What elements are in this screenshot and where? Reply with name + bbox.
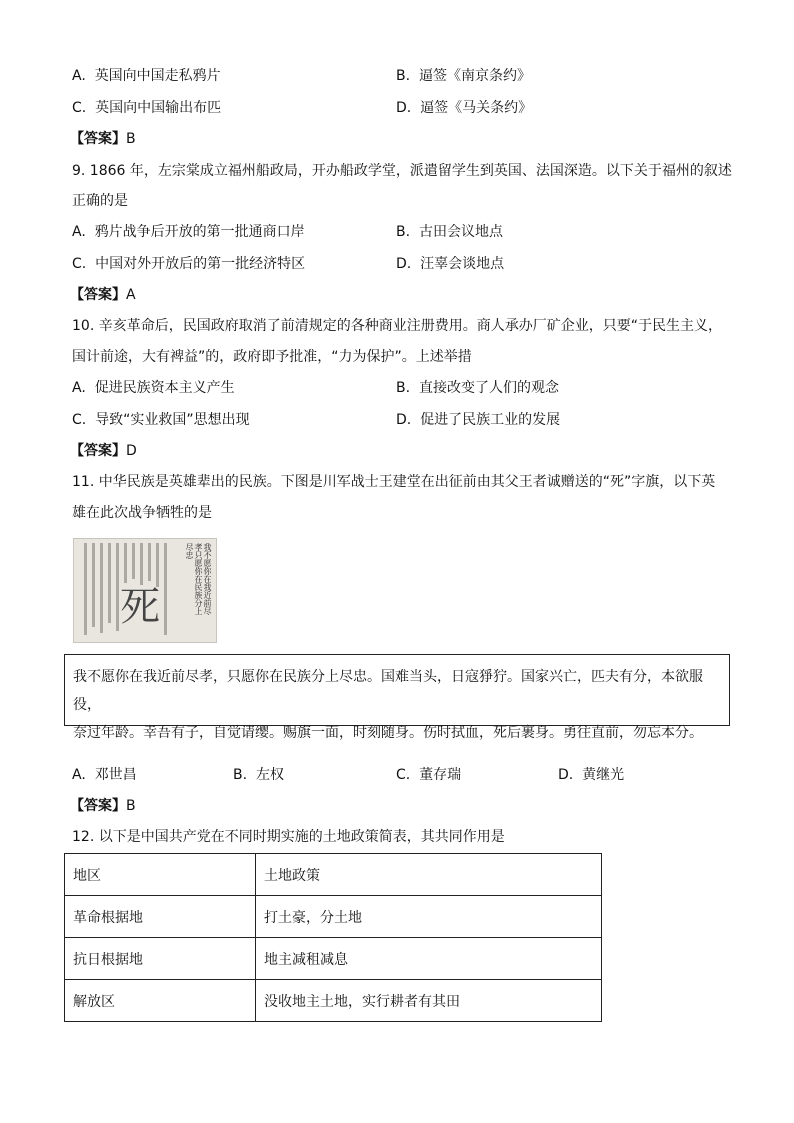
q10-answer: 【答案】D [70, 443, 137, 459]
table-cell: 解放区 [65, 980, 256, 1022]
q10-stem-line-1: 10. 辛亥革命后，民国政府取消了前清规定的各种商业注册费用。商人承办厂矿企业，只要“于民生主义， [72, 318, 722, 334]
q10-options-row-1 [72, 378, 722, 398]
q9-options-row-2 [72, 254, 722, 274]
table-row [65, 938, 602, 980]
q8-options-row-1 [72, 66, 722, 86]
q8-option-c: C. 英国向中国输出布匹 [72, 100, 222, 116]
table-header-row [65, 854, 602, 896]
q11-quote-line-1: 我不愿你在我近前尽孝，只愿你在民族分上尽忠。国难当头，日寇猙狞。国家兴亡，匹夫有分，本欲服役， [73, 669, 703, 713]
q8-answer: 【答案】B [70, 131, 136, 147]
table-header-cell: 土地政策 [256, 854, 602, 896]
death-flag-photo [73, 538, 217, 643]
q11-stem-line-2: 雄在此次战争牺牲的是 [72, 505, 212, 521]
q9-option-d: D. 汪辜会谈地点 [396, 256, 505, 272]
table-cell: 革命根据地 [65, 896, 256, 938]
q11-quote-line-2: 奈过年龄。幸吾有子，自觉请缨。赐旗一面，时刻随身。伤时拭血，死后裹身。勇往直前，勿忘本分。 [73, 725, 703, 741]
q10-option-b: B. 直接改变了人们的观念 [396, 380, 559, 396]
q11-option-b: B. 左权 [233, 767, 284, 783]
q11-option-a: A. 邓世昌 [72, 767, 137, 783]
q9-stem-line-2: 正确的是 [72, 193, 128, 209]
table-cell: 地主减租减息 [256, 938, 602, 980]
table-row [65, 896, 602, 938]
table-cell: 没收地主土地，实行耕者有其田 [256, 980, 602, 1022]
flag-death-character: 死 [120, 584, 160, 630]
q9-answer: 【答案】A [70, 287, 136, 303]
q8-options-row-2 [72, 98, 722, 118]
q10-stem-line-2: 国计前途，大有裨益”的，政府即予批准，“力为保护”。上述举措 [72, 349, 472, 365]
flag-handwriting: 我不愿你在我近前尽孝只愿你在民族分上尽忠 [185, 543, 212, 615]
q9-option-a: A. 鸦片战争后开放的第一批通商口岸 [72, 224, 305, 240]
q9-option-c: C. 中国对外开放后的第一批经济特区 [72, 256, 306, 272]
q10-options-row-2 [72, 410, 722, 430]
q10-option-c: C. 导致“实业救国”思想出现 [72, 412, 250, 428]
q11-option-d: D. 黄继光 [558, 767, 625, 783]
table-header-cell: 地区 [65, 854, 256, 896]
q11-stem-line-1: 11. 中华民族是英雄辈出的民族。下图是川军战士王建堂在出征前由其父王者诚赠送的“死”字旗，以下英 [72, 474, 716, 490]
q10-option-a: A. 促进民族资本主义产生 [72, 380, 235, 396]
q8-option-a: A. 英国向中国走私鸦片 [72, 68, 221, 84]
table-cell: 抗日根据地 [65, 938, 256, 980]
q11-options-row [72, 765, 732, 785]
q8-option-b: B. 逼签《南京条约》 [396, 68, 531, 84]
q11-answer: 【答案】B [70, 798, 136, 814]
q9-option-b: B. 古田会议地点 [396, 224, 503, 240]
land-policy-table [64, 853, 602, 1022]
q12-stem: 12. 以下是中国共产党在不同时期实施的土地政策简表，其共同作用是 [72, 829, 505, 845]
table-cell: 打土豪，分土地 [256, 896, 602, 938]
q11-quote-box [64, 654, 730, 741]
q11-option-c: C. 董存瑞 [396, 767, 462, 783]
q9-options-row-1 [72, 222, 722, 242]
q10-option-d: D. 促进了民族工业的发展 [396, 412, 561, 428]
q8-option-d: D. 逼签《马关条约》 [396, 100, 533, 116]
q9-stem-line-1: 9. 1866 年，左宗棠成立福州船政局，开办船政学堂，派遣留学生到英国、法国深造。以下关于福州的叙述 [72, 163, 732, 179]
table-row [65, 980, 602, 1022]
